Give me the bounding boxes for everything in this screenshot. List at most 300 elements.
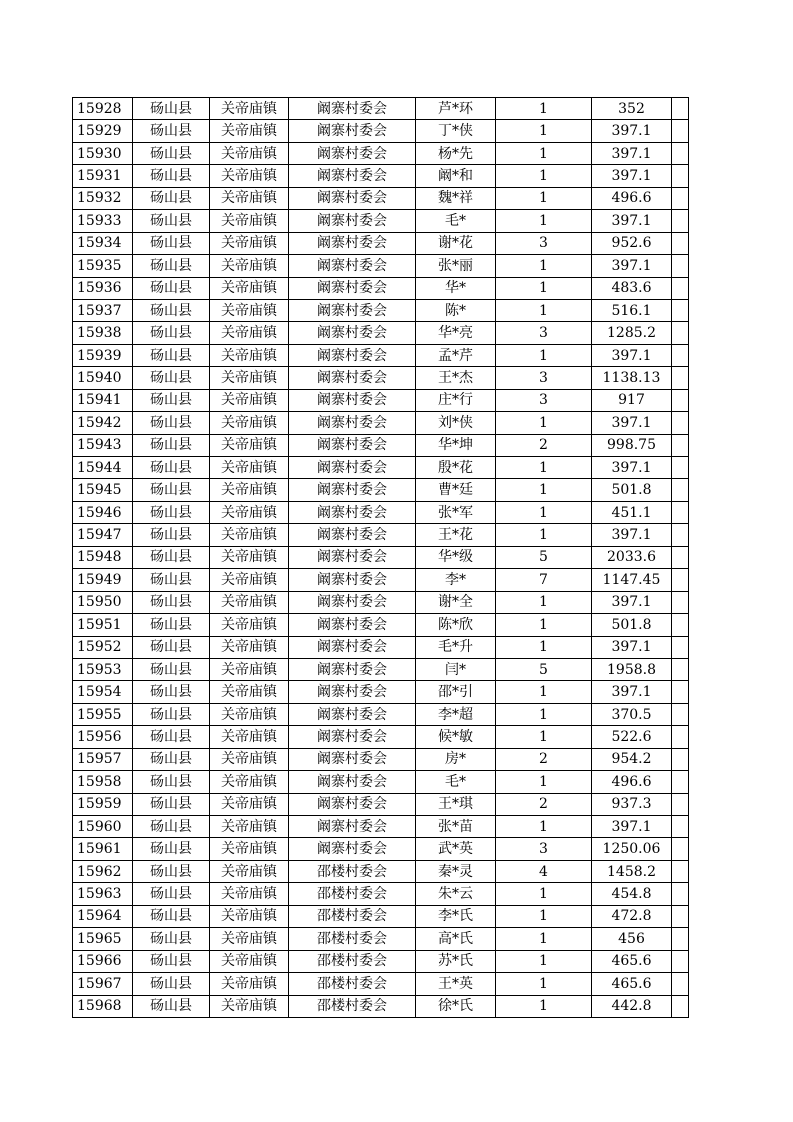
household-count-cell: 2 [496,434,592,456]
blank-cell [672,681,689,703]
county-cell: 砀山县 [133,614,210,636]
amount-cell: 456 [592,928,672,950]
household-count-cell: 1 [496,299,592,321]
household-count-cell: 1 [496,771,592,793]
household-count-cell: 1 [496,591,592,613]
name-cell: 谢*全 [416,591,496,613]
name-cell: 张*苗 [416,816,496,838]
blank-cell [672,479,689,501]
name-cell: 王*花 [416,524,496,546]
village-cell: 邵楼村委会 [289,928,416,950]
blank-cell [672,501,689,523]
county-cell: 砀山县 [133,187,210,209]
table-row [73,748,689,770]
county-cell: 砀山县 [133,771,210,793]
record-id-cell: 15955 [73,703,133,725]
name-cell: 王*杰 [416,367,496,389]
table-row [73,479,689,501]
village-cell: 邵楼村委会 [289,883,416,905]
town-cell: 关帝庙镇 [210,344,289,366]
amount-cell: 1250.06 [592,838,672,860]
name-cell: 闫* [416,658,496,680]
amount-cell: 454.8 [592,883,672,905]
table-row [73,883,689,905]
name-cell: 王*琪 [416,793,496,815]
village-cell: 阚寨村委会 [289,726,416,748]
table-row [73,703,689,725]
village-cell: 阚寨村委会 [289,98,416,120]
household-count-cell: 2 [496,793,592,815]
village-cell: 阚寨村委会 [289,748,416,770]
record-id-cell: 15931 [73,165,133,187]
county-cell: 砀山县 [133,457,210,479]
town-cell: 关帝庙镇 [210,658,289,680]
household-count-cell: 1 [496,120,592,142]
amount-cell: 998.75 [592,434,672,456]
blank-cell [672,524,689,546]
record-id-cell: 15939 [73,344,133,366]
amount-cell: 516.1 [592,299,672,321]
name-cell: 华* [416,277,496,299]
blank-cell [672,187,689,209]
table-row [73,524,689,546]
name-cell: 华*亮 [416,322,496,344]
household-count-cell: 1 [496,950,592,972]
village-cell: 邵楼村委会 [289,860,416,882]
village-cell: 阚寨村委会 [289,389,416,411]
county-cell: 砀山县 [133,367,210,389]
county-cell: 砀山县 [133,277,210,299]
household-count-cell: 3 [496,367,592,389]
amount-cell: 501.8 [592,614,672,636]
amount-cell: 397.1 [592,210,672,232]
amount-cell: 1458.2 [592,860,672,882]
village-cell: 邵楼村委会 [289,973,416,995]
blank-cell [672,838,689,860]
blank-cell [672,546,689,568]
amount-cell: 954.2 [592,748,672,770]
household-count-cell: 1 [496,210,592,232]
blank-cell [672,748,689,770]
county-cell: 砀山县 [133,501,210,523]
blank-cell [672,142,689,164]
table-row [73,165,689,187]
record-id-cell: 15950 [73,591,133,613]
table-row [73,636,689,658]
record-id-cell: 15944 [73,457,133,479]
blank-cell [672,793,689,815]
county-cell: 砀山县 [133,681,210,703]
amount-cell: 522.6 [592,726,672,748]
name-cell: 候*敏 [416,726,496,748]
record-id-cell: 15937 [73,299,133,321]
town-cell: 关帝庙镇 [210,748,289,770]
blank-cell [672,950,689,972]
blank-cell [672,928,689,950]
table-row [73,928,689,950]
name-cell: 毛* [416,771,496,793]
record-id-cell: 15935 [73,255,133,277]
county-cell: 砀山县 [133,344,210,366]
household-count-cell: 1 [496,187,592,209]
village-cell: 阚寨村委会 [289,658,416,680]
county-cell: 砀山县 [133,816,210,838]
town-cell: 关帝庙镇 [210,299,289,321]
county-cell: 砀山县 [133,591,210,613]
county-cell: 砀山县 [133,883,210,905]
county-cell: 砀山县 [133,142,210,164]
amount-cell: 483.6 [592,277,672,299]
amount-cell: 397.1 [592,816,672,838]
blank-cell [672,816,689,838]
village-cell: 阚寨村委会 [289,524,416,546]
county-cell: 砀山县 [133,793,210,815]
village-cell: 阚寨村委会 [289,703,416,725]
blank-cell [672,614,689,636]
household-count-cell: 1 [496,973,592,995]
name-cell: 谢*花 [416,232,496,254]
town-cell: 关帝庙镇 [210,457,289,479]
record-id-cell: 15962 [73,860,133,882]
name-cell: 邵*引 [416,681,496,703]
town-cell: 关帝庙镇 [210,771,289,793]
town-cell: 关帝庙镇 [210,703,289,725]
table-row [73,546,689,568]
record-id-cell: 15941 [73,389,133,411]
records-table-body [73,98,689,1018]
household-count-cell: 1 [496,995,592,1017]
record-id-cell: 15959 [73,793,133,815]
amount-cell: 1958.8 [592,658,672,680]
blank-cell [672,860,689,882]
record-id-cell: 15966 [73,950,133,972]
blank-cell [672,591,689,613]
county-cell: 砀山县 [133,255,210,277]
name-cell: 房* [416,748,496,770]
table-row [73,412,689,434]
table-row [73,187,689,209]
town-cell: 关帝庙镇 [210,973,289,995]
household-count-cell: 1 [496,98,592,120]
county-cell: 砀山县 [133,973,210,995]
table-row [73,995,689,1017]
town-cell: 关帝庙镇 [210,277,289,299]
record-id-cell: 15957 [73,748,133,770]
name-cell: 武*英 [416,838,496,860]
table-row [73,322,689,344]
record-id-cell: 15958 [73,771,133,793]
county-cell: 砀山县 [133,412,210,434]
village-cell: 阚寨村委会 [289,546,416,568]
town-cell: 关帝庙镇 [210,726,289,748]
blank-cell [672,995,689,1017]
record-id-cell: 15938 [73,322,133,344]
record-id-cell: 15945 [73,479,133,501]
record-id-cell: 15936 [73,277,133,299]
county-cell: 砀山县 [133,569,210,591]
blank-cell [672,277,689,299]
record-id-cell: 15961 [73,838,133,860]
table-row [73,860,689,882]
household-count-cell: 1 [496,883,592,905]
table-row [73,344,689,366]
household-count-cell: 3 [496,389,592,411]
name-cell: 李* [416,569,496,591]
table-row [73,569,689,591]
county-cell: 砀山县 [133,479,210,501]
village-cell: 阚寨村委会 [289,367,416,389]
village-cell: 阚寨村委会 [289,344,416,366]
blank-cell [672,299,689,321]
blank-cell [672,322,689,344]
name-cell: 李*氏 [416,905,496,927]
table-row [73,142,689,164]
town-cell: 关帝庙镇 [210,165,289,187]
household-count-cell: 1 [496,614,592,636]
county-cell: 砀山县 [133,546,210,568]
record-id-cell: 15964 [73,905,133,927]
county-cell: 砀山县 [133,860,210,882]
blank-cell [672,98,689,120]
table-row [73,120,689,142]
blank-cell [672,703,689,725]
village-cell: 邵楼村委会 [289,995,416,1017]
name-cell: 曹*廷 [416,479,496,501]
household-count-cell: 1 [496,277,592,299]
table-row [73,255,689,277]
household-count-cell: 1 [496,816,592,838]
household-count-cell: 1 [496,726,592,748]
county-cell: 砀山县 [133,98,210,120]
blank-cell [672,973,689,995]
village-cell: 邵楼村委会 [289,905,416,927]
name-cell: 王*英 [416,973,496,995]
town-cell: 关帝庙镇 [210,322,289,344]
town-cell: 关帝庙镇 [210,367,289,389]
household-count-cell: 3 [496,232,592,254]
blank-cell [672,457,689,479]
blank-cell [672,389,689,411]
name-cell: 孟*芹 [416,344,496,366]
town-cell: 关帝庙镇 [210,905,289,927]
village-cell: 阚寨村委会 [289,434,416,456]
blank-cell [672,771,689,793]
blank-cell [672,210,689,232]
table-row [73,726,689,748]
name-cell: 阚*和 [416,165,496,187]
name-cell: 华*级 [416,546,496,568]
record-id-cell: 15934 [73,232,133,254]
town-cell: 关帝庙镇 [210,412,289,434]
village-cell: 阚寨村委会 [289,165,416,187]
town-cell: 关帝庙镇 [210,142,289,164]
household-count-cell: 1 [496,344,592,366]
amount-cell: 472.8 [592,905,672,927]
household-count-cell: 1 [496,928,592,950]
name-cell: 高*氏 [416,928,496,950]
town-cell: 关帝庙镇 [210,434,289,456]
table-row [73,614,689,636]
blank-cell [672,232,689,254]
name-cell: 庄*行 [416,389,496,411]
amount-cell: 501.8 [592,479,672,501]
county-cell: 砀山县 [133,636,210,658]
county-cell: 砀山县 [133,120,210,142]
record-id-cell: 15933 [73,210,133,232]
town-cell: 关帝庙镇 [210,501,289,523]
name-cell: 张*军 [416,501,496,523]
household-count-cell: 3 [496,322,592,344]
table-row [73,591,689,613]
amount-cell: 397.1 [592,412,672,434]
village-cell: 阚寨村委会 [289,232,416,254]
record-id-cell: 15968 [73,995,133,1017]
record-id-cell: 15951 [73,614,133,636]
town-cell: 关帝庙镇 [210,995,289,1017]
table-row [73,771,689,793]
household-count-cell: 1 [496,681,592,703]
town-cell: 关帝庙镇 [210,389,289,411]
record-id-cell: 15942 [73,412,133,434]
blank-cell [672,412,689,434]
blank-cell [672,726,689,748]
table-row [73,905,689,927]
name-cell: 李*超 [416,703,496,725]
village-cell: 阚寨村委会 [289,120,416,142]
table-row [73,793,689,815]
blank-cell [672,905,689,927]
county-cell: 砀山县 [133,658,210,680]
amount-cell: 397.1 [592,681,672,703]
village-cell: 阚寨村委会 [289,614,416,636]
county-cell: 砀山县 [133,299,210,321]
record-id-cell: 15952 [73,636,133,658]
county-cell: 砀山县 [133,703,210,725]
name-cell: 魏*祥 [416,187,496,209]
amount-cell: 370.5 [592,703,672,725]
name-cell: 华*坤 [416,434,496,456]
town-cell: 关帝庙镇 [210,546,289,568]
town-cell: 关帝庙镇 [210,479,289,501]
table-row [73,232,689,254]
town-cell: 关帝庙镇 [210,860,289,882]
record-id-cell: 15947 [73,524,133,546]
records-table [72,97,689,1018]
amount-cell: 1138.13 [592,367,672,389]
table-row [73,299,689,321]
amount-cell: 397.1 [592,636,672,658]
record-id-cell: 15960 [73,816,133,838]
village-cell: 阚寨村委会 [289,591,416,613]
village-cell: 阚寨村委会 [289,816,416,838]
blank-cell [672,120,689,142]
county-cell: 砀山县 [133,322,210,344]
record-id-cell: 15943 [73,434,133,456]
village-cell: 阚寨村委会 [289,681,416,703]
county-cell: 砀山县 [133,995,210,1017]
blank-cell [672,636,689,658]
record-id-cell: 15949 [73,569,133,591]
name-cell: 杨*先 [416,142,496,164]
county-cell: 砀山县 [133,838,210,860]
table-row [73,457,689,479]
amount-cell: 496.6 [592,771,672,793]
name-cell: 毛*升 [416,636,496,658]
village-cell: 阚寨村委会 [289,255,416,277]
name-cell: 徐*氏 [416,995,496,1017]
county-cell: 砀山县 [133,905,210,927]
amount-cell: 465.6 [592,950,672,972]
amount-cell: 1285.2 [592,322,672,344]
amount-cell: 352 [592,98,672,120]
household-count-cell: 5 [496,546,592,568]
household-count-cell: 7 [496,569,592,591]
blank-cell [672,434,689,456]
amount-cell: 397.1 [592,120,672,142]
record-id-cell: 15948 [73,546,133,568]
county-cell: 砀山县 [133,210,210,232]
town-cell: 关帝庙镇 [210,681,289,703]
village-cell: 阚寨村委会 [289,636,416,658]
name-cell: 殷*花 [416,457,496,479]
town-cell: 关帝庙镇 [210,614,289,636]
county-cell: 砀山县 [133,950,210,972]
town-cell: 关帝庙镇 [210,210,289,232]
household-count-cell: 1 [496,905,592,927]
record-id-cell: 15928 [73,98,133,120]
amount-cell: 397.1 [592,524,672,546]
household-count-cell: 2 [496,748,592,770]
village-cell: 阚寨村委会 [289,299,416,321]
household-count-cell: 1 [496,524,592,546]
town-cell: 关帝庙镇 [210,636,289,658]
town-cell: 关帝庙镇 [210,120,289,142]
county-cell: 砀山县 [133,928,210,950]
table-row [73,681,689,703]
blank-cell [672,569,689,591]
household-count-cell: 1 [496,412,592,434]
name-cell: 苏*氏 [416,950,496,972]
amount-cell: 397.1 [592,457,672,479]
county-cell: 砀山县 [133,748,210,770]
record-id-cell: 15967 [73,973,133,995]
town-cell: 关帝庙镇 [210,838,289,860]
record-id-cell: 15930 [73,142,133,164]
record-id-cell: 15954 [73,681,133,703]
record-id-cell: 15965 [73,928,133,950]
blank-cell [672,165,689,187]
record-id-cell: 15929 [73,120,133,142]
town-cell: 关帝庙镇 [210,883,289,905]
town-cell: 关帝庙镇 [210,255,289,277]
table-row [73,658,689,680]
record-id-cell: 15956 [73,726,133,748]
village-cell: 邵楼村委会 [289,950,416,972]
record-id-cell: 15953 [73,658,133,680]
name-cell: 毛* [416,210,496,232]
table-row [73,973,689,995]
town-cell: 关帝庙镇 [210,232,289,254]
village-cell: 阚寨村委会 [289,771,416,793]
table-row [73,367,689,389]
record-id-cell: 15963 [73,883,133,905]
amount-cell: 465.6 [592,973,672,995]
village-cell: 阚寨村委会 [289,479,416,501]
name-cell: 陈*欣 [416,614,496,636]
household-count-cell: 1 [496,142,592,164]
amount-cell: 1147.45 [592,569,672,591]
village-cell: 阚寨村委会 [289,322,416,344]
